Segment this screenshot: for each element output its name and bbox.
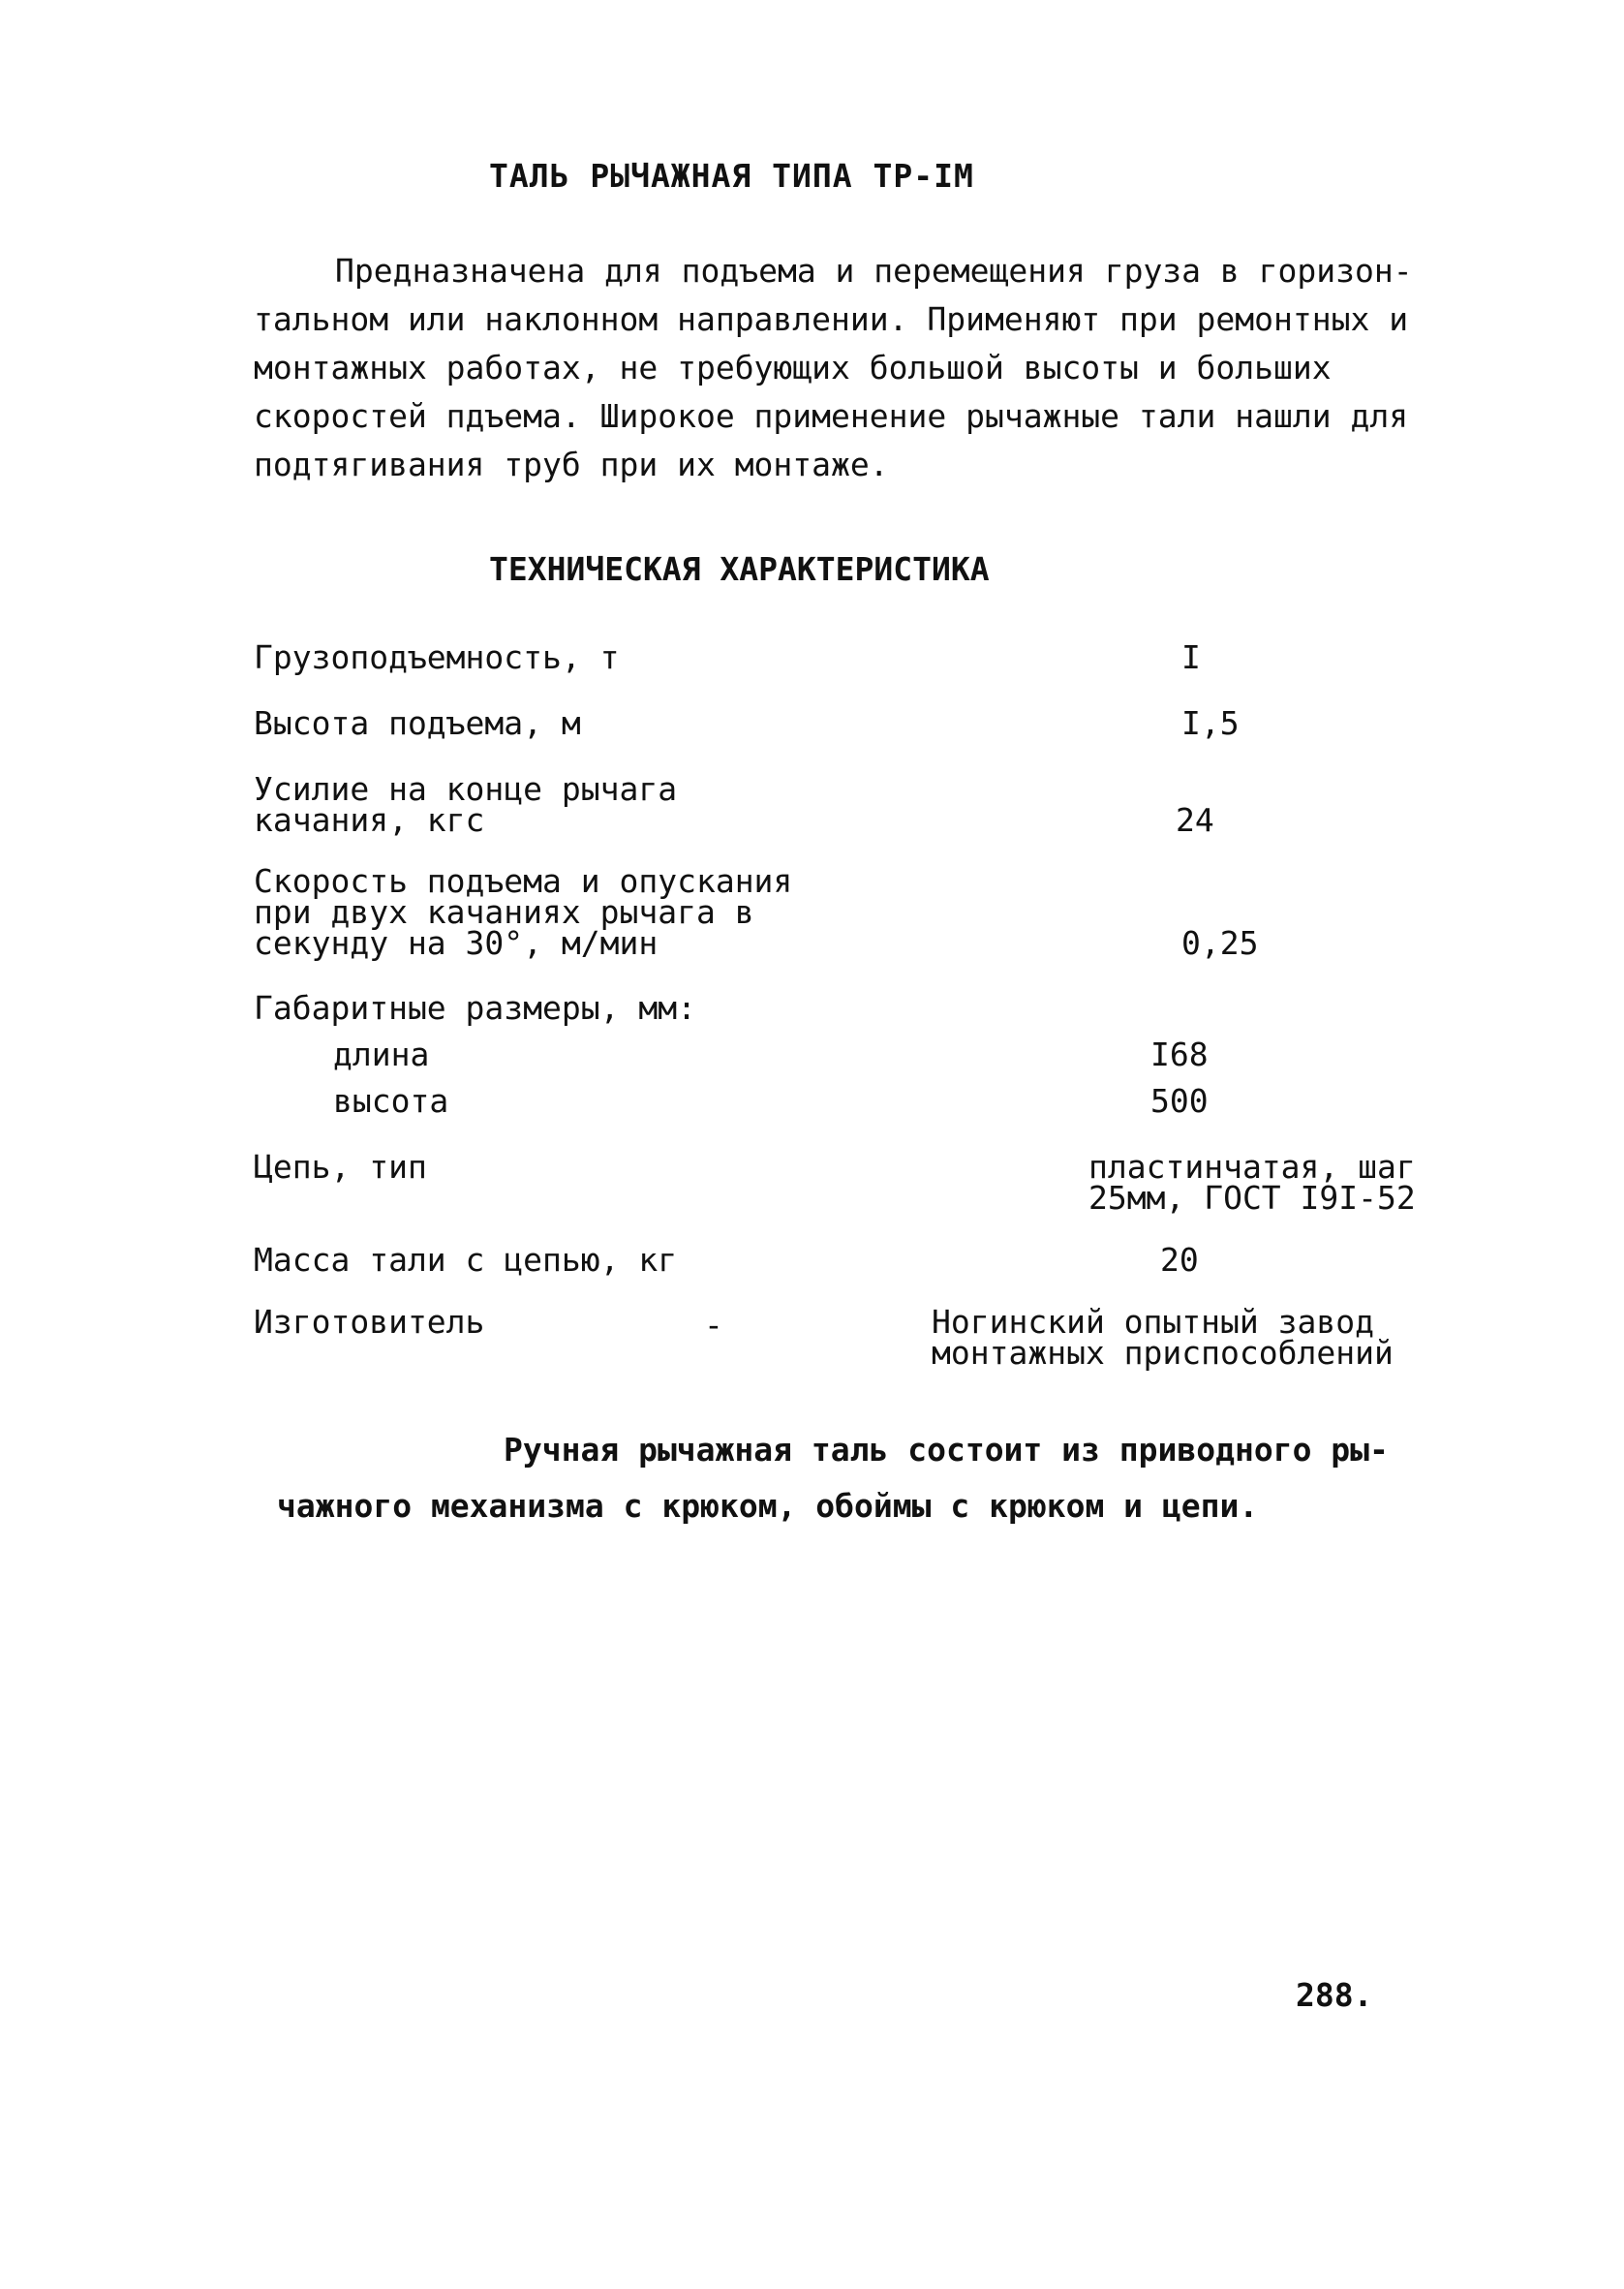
spec-label: качания, кгс — [254, 801, 485, 839]
spec-value: I,5 — [1181, 704, 1240, 742]
spec-value: 24 — [1176, 801, 1214, 839]
specs-title: ТЕХНИЧЕСКАЯ ХАРАКТЕРИСТИКА — [489, 550, 990, 588]
spec-value: I68 — [1150, 1036, 1209, 1073]
spec-dash: - — [704, 1306, 723, 1344]
spec-label: Цепь, тип — [254, 1148, 427, 1186]
spec-label: при двух качаниях рычага в — [254, 893, 754, 931]
spec-label: Усилие на конце рычага — [254, 770, 678, 808]
spec-value: 500 — [1150, 1082, 1209, 1120]
spec-value: монтажных приспособлений — [932, 1334, 1394, 1372]
spec-label: Масса тали с цепью, кг — [254, 1241, 678, 1279]
intro-line: Предназначена для подъема и перемещения груза в горизон- — [335, 252, 1413, 290]
intro-paragraph — [254, 247, 1455, 489]
spec-value: 20 — [1160, 1241, 1199, 1279]
spec-value: 0,25 — [1181, 924, 1259, 962]
spec-label: Скорость подъема и опускания — [254, 862, 793, 900]
spec-value: Ногинский опытный завод — [932, 1303, 1374, 1341]
intro-line: тальном или наклонном направлении. Применяют при ремонтных и — [254, 300, 1409, 338]
description-line: Ручная рычажная таль состоит из приводного ры- — [504, 1431, 1389, 1469]
spec-label: Габаритные размеры, мм: — [254, 989, 696, 1027]
spec-value: 25мм, ГОСТ I9I-52 — [1088, 1179, 1416, 1217]
spec-label: Грузоподъемность, т — [254, 638, 620, 676]
spec-label: Изготовитель — [254, 1303, 485, 1341]
spec-label: Высота подъема, м — [254, 704, 581, 742]
page-number: 288. — [1296, 1976, 1373, 2014]
spec-value: пластинчатая, шаг — [1088, 1148, 1416, 1186]
spec-value: I — [1181, 638, 1201, 676]
intro-line: скоростей пдъема. Широкое применение рычажные тали нашли для — [254, 397, 1409, 435]
description-paragraph — [254, 1422, 1455, 1534]
intro-line: подтягивания труб при их монтаже. — [254, 446, 889, 483]
spec-label: секунду на 30°, м/мин — [254, 924, 659, 962]
description-line: чажного механизма с крюком, обоймы с крюком и цепи. — [277, 1487, 1259, 1525]
spec-label: высота — [333, 1082, 449, 1120]
intro-line: монтажных работах, не требующих большой высоты и больших — [254, 349, 1332, 387]
document-title: ТАЛЬ РЫЧАЖНАЯ ТИПА ТР-IМ — [489, 157, 974, 195]
spec-label: длина — [333, 1036, 430, 1073]
